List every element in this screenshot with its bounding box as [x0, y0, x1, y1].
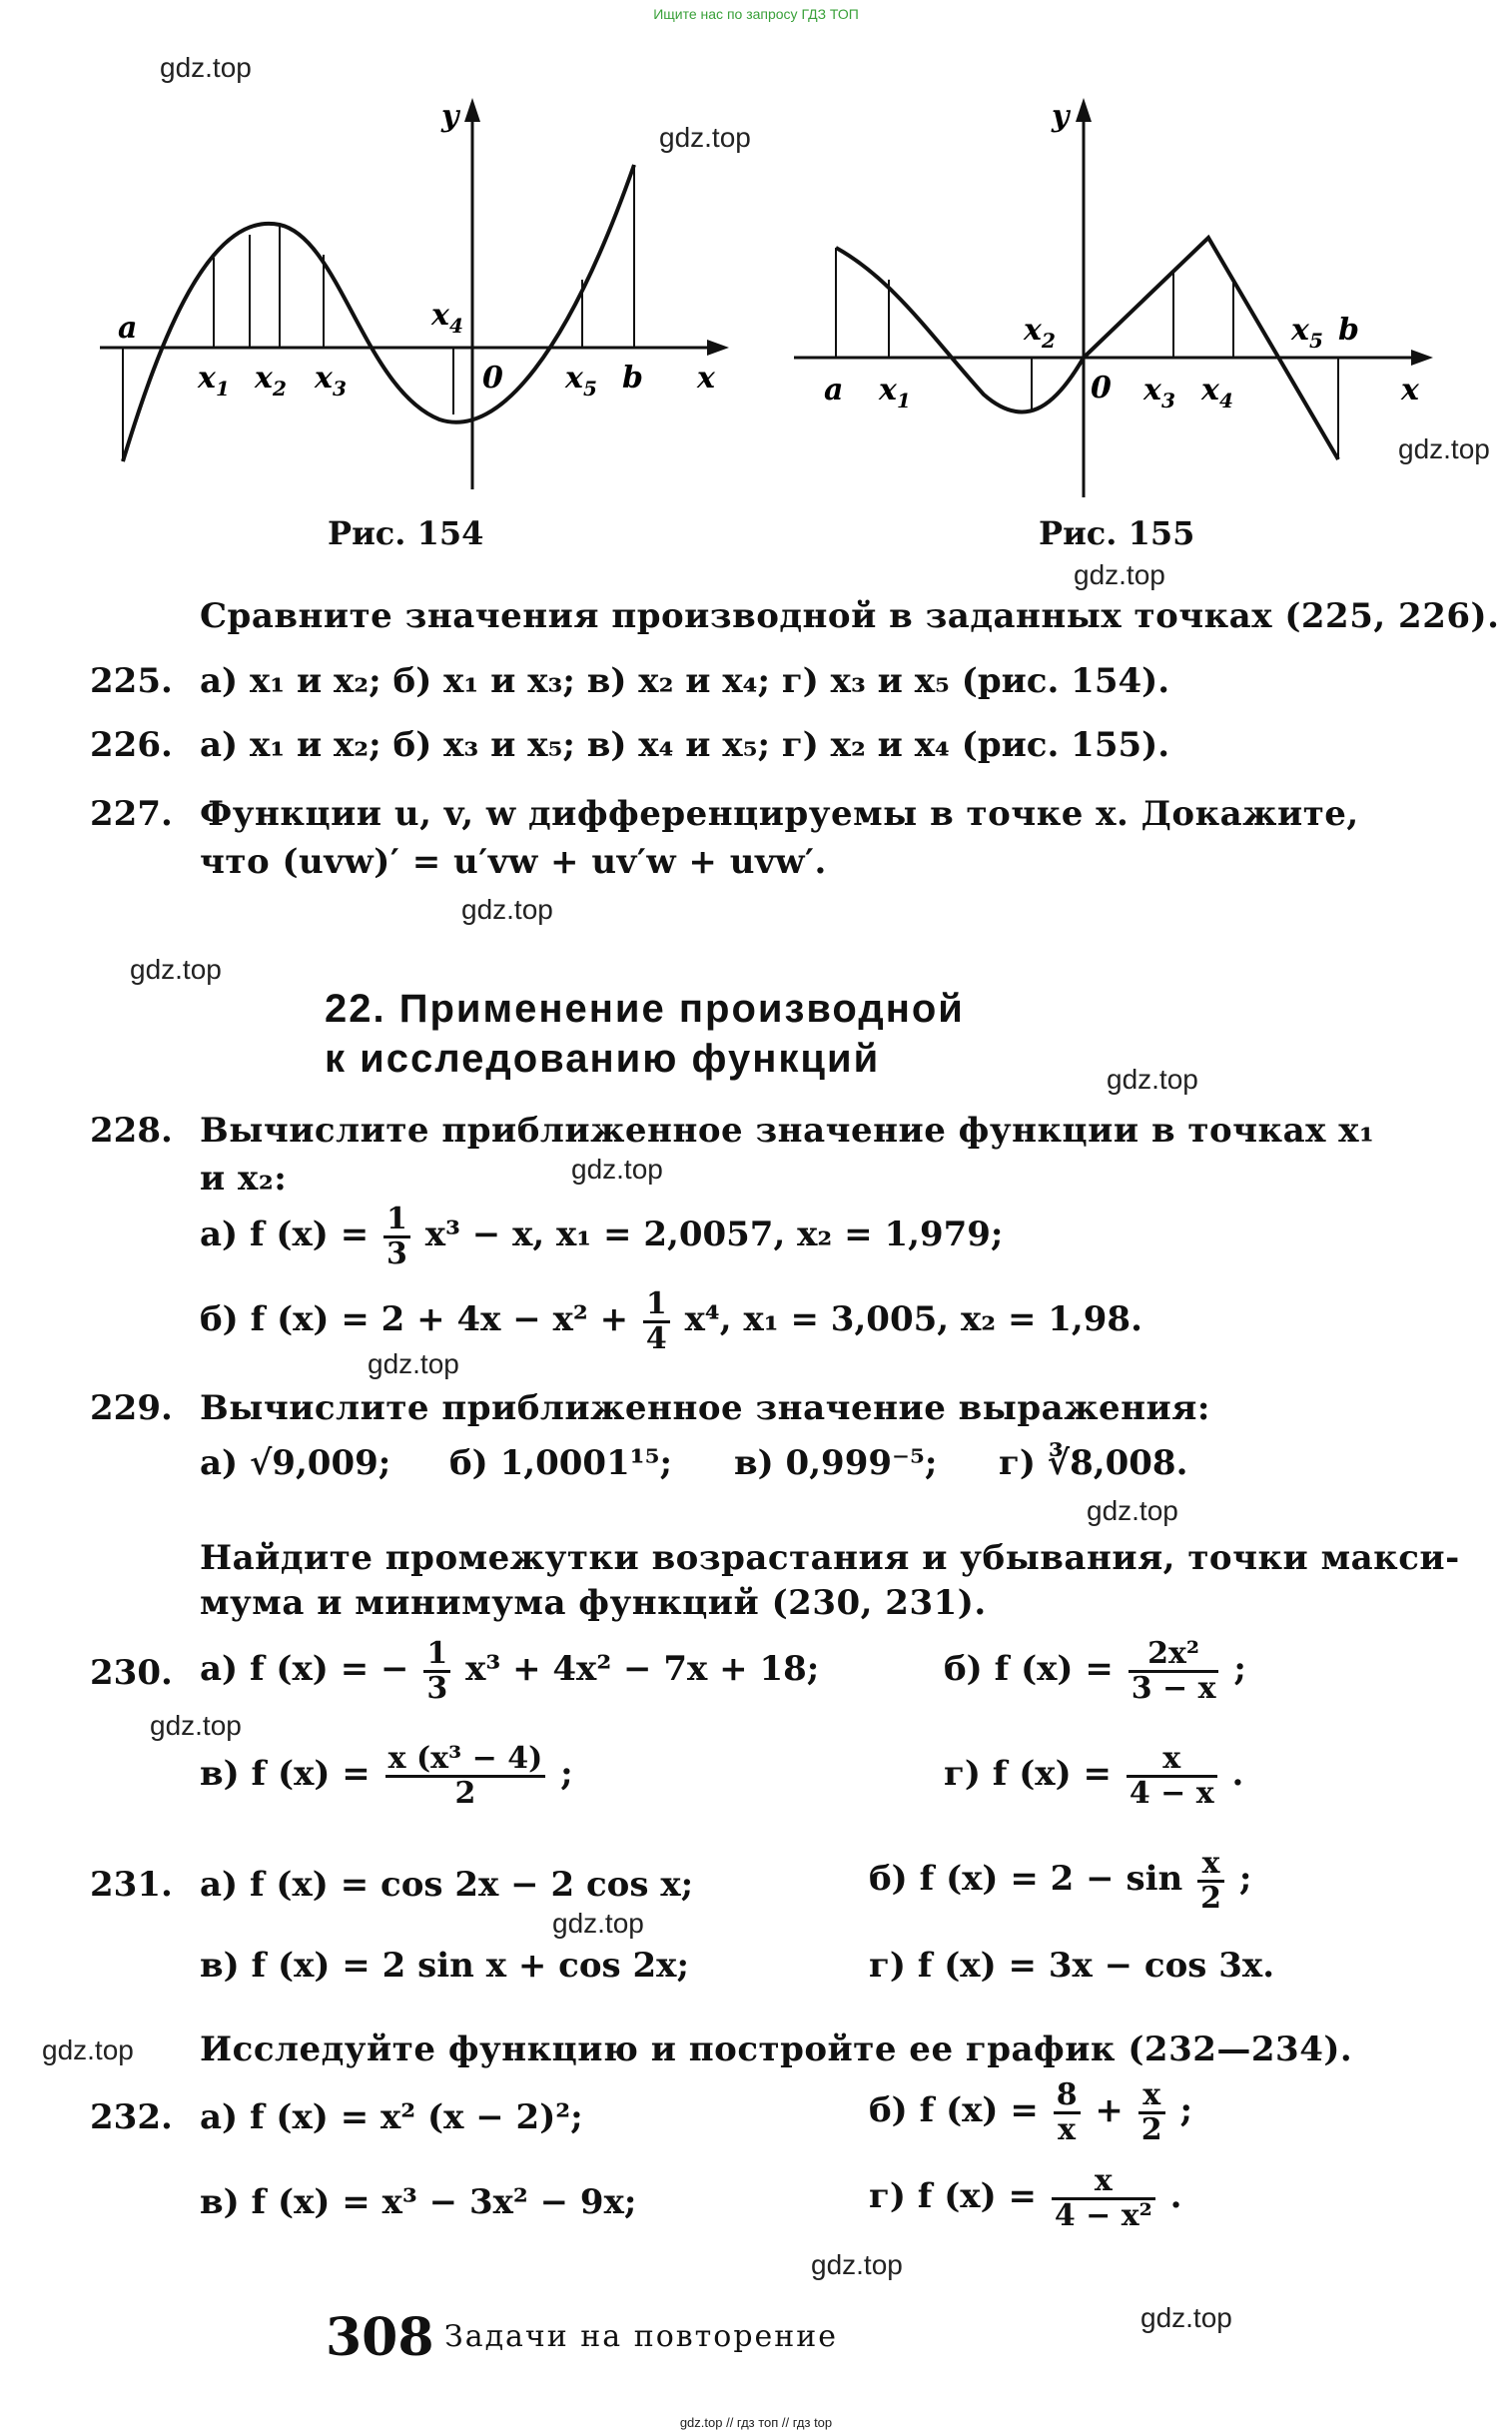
problem-231-d: г) f (x) = 3x − cos 3x.: [869, 1946, 1275, 1986]
problem-227-line2: что (uvw)′ = u′vw + uv′w + uvw′.: [200, 842, 827, 882]
problem-number-231: 231.: [90, 1865, 173, 1905]
problem-229-d: г) ∛8,008.: [999, 1443, 1188, 1483]
problem-227-line1: Функции u, v, w дифференцируемы в точке x. Докажите,: [200, 794, 1359, 834]
label-x4-sub: 4: [1219, 389, 1233, 412]
top-search-note: Ищите нас по запросу ГДЗ ТОП: [653, 6, 859, 22]
label-y-axis: y: [1052, 99, 1070, 134]
label-b: b: [1338, 313, 1359, 348]
watermark: gdz.top: [659, 122, 751, 153]
watermark: gdz.top: [571, 1154, 663, 1185]
watermark: gdz.top: [552, 1908, 644, 1939]
problem-231-a: а) f (x) = cos 2x − 2 cos x;: [200, 1865, 694, 1905]
problem-number-229: 229.: [90, 1388, 173, 1428]
problem-230-c: в) f (x) = $\frac{\text{x (x³ − 4)}}{2}$ ;: [200, 1741, 573, 1811]
instruction-230-231-line1: Найдите промежутки возрастания и убывания, точки макси-: [200, 1538, 1460, 1578]
label-x5: x: [1291, 313, 1309, 348]
problem-229-c: в) 0,999⁻⁵;: [734, 1443, 938, 1483]
problem-number-227: 227.: [90, 794, 173, 834]
instruction-225-226: Сравните значения производной в заданных точках (225, 226).: [200, 596, 1500, 636]
problem-228-b: б) f (x) = 2 + 4x − x² + $\frac{1}{4}$ x⁴, x₁ = 3,005, x₂ = 1,98.: [200, 1286, 1142, 1356]
figure-154-caption: Рис. 154: [328, 514, 484, 552]
problem-232-a: а) f (x) = x² (x − 2)²;: [200, 2097, 583, 2137]
problem-number-230: 230.: [90, 1653, 173, 1693]
watermark: gdz.top: [1107, 1064, 1198, 1095]
label-x3: x: [1143, 373, 1161, 407]
problem-229-line1: Вычислите приближенное значение выражения:: [200, 1388, 1210, 1428]
problem-232-b: б) f (x) = $\frac{8}{x}$ + $\frac{x}{2}$ ;: [869, 2077, 1193, 2147]
label-x1-sub: 1: [897, 389, 911, 412]
problem-229-a: а) √9,009;: [200, 1443, 391, 1483]
watermark: gdz.top: [1398, 433, 1490, 464]
watermark: gdz.top: [130, 954, 222, 985]
watermark: gdz.top: [1087, 1495, 1178, 1526]
label-x3-sub: 3: [1161, 389, 1175, 412]
problem-230-d: г) f (x) = $\frac{x}{4 - x}$ .: [944, 1741, 1244, 1811]
section-title-line1: 22. Применение производной: [325, 987, 965, 1031]
problem-230-b: б) f (x) = $\frac{\text{2x²}}{3 - x}$ ;: [944, 1636, 1246, 1706]
label-x4: x: [431, 298, 449, 333]
label-x-axis: x: [1401, 373, 1419, 407]
problem-228-line1: Вычислите приближенное значение функции в точках x₁: [200, 1111, 1375, 1151]
figure-155: [784, 90, 1443, 509]
label-x5-sub: 5: [583, 377, 597, 401]
label-x1-sub: 1: [216, 377, 230, 401]
label-x4-sub: 4: [449, 314, 463, 338]
running-title: Задачи на повторение: [444, 2319, 839, 2354]
problem-number-226: 226.: [90, 725, 173, 765]
label-x2-sub: 2: [273, 377, 287, 401]
instruction-230-231-line2: мума и минимума функций (230, 231).: [200, 1583, 987, 1623]
instruction-232-234: Исследуйте функцию и постройте ее график (232—234).: [200, 2030, 1353, 2069]
problem-number-225: 225.: [90, 661, 173, 701]
label-x5-sub: 5: [1309, 329, 1323, 353]
label-b: b: [622, 361, 643, 396]
label-x3: x: [315, 361, 333, 396]
label-x1: x: [879, 373, 897, 407]
page-number: 308: [326, 2307, 434, 2368]
problem-225-text: а) x₁ и x₂; б) x₁ и x₃; в) x₂ и x₄; г) x₃ и x₅ (рис. 154).: [200, 661, 1170, 701]
watermark: gdz.top: [1140, 2302, 1232, 2333]
label-x2: x: [255, 361, 273, 396]
bottom-links-note: gdz.top // гдз топ // гдз top: [679, 2415, 833, 2430]
watermark: gdz.top: [42, 2034, 134, 2065]
label-x5: x: [565, 361, 583, 396]
problem-226-text: а) x₁ и x₂; б) x₃ и x₅; в) x₄ и x₅; г) x₂ и x₄ (рис. 155).: [200, 725, 1170, 765]
label-origin: 0: [1091, 371, 1112, 406]
label-x-axis: x: [697, 361, 715, 396]
watermark: gdz.top: [160, 52, 252, 83]
label-origin: 0: [482, 361, 503, 396]
label-y-axis: y: [441, 99, 459, 134]
watermark: gdz.top: [811, 2249, 903, 2280]
label-x2-sub: 2: [1042, 329, 1056, 353]
label-x3-sub: 3: [333, 377, 347, 401]
problem-232-c: в) f (x) = x³ − 3x² − 9x;: [200, 2182, 637, 2222]
problem-228-a: а) f (x) = $\frac{1}{3}$ x³ − x, x₁ = 2,0057, x₂ = 1,979;: [200, 1202, 1004, 1271]
watermark: gdz.top: [150, 1710, 242, 1741]
problem-number-232: 232.: [90, 2097, 173, 2137]
watermark: gdz.top: [461, 894, 553, 925]
figure-155-caption: Рис. 155: [1039, 514, 1195, 552]
section-title-line2: к исследованию функций: [325, 1037, 881, 1081]
label-x1: x: [198, 361, 216, 396]
label-a: a: [824, 373, 844, 407]
problem-228-line2: и x₂:: [200, 1159, 288, 1199]
watermark: gdz.top: [368, 1348, 459, 1379]
watermark: gdz.top: [1074, 559, 1165, 590]
problem-231-c: в) f (x) = 2 sin x + cos 2x;: [200, 1946, 689, 1986]
problem-229-b: б) 1,0001¹⁵;: [449, 1443, 673, 1483]
label-a: a: [118, 311, 138, 346]
label-x4: x: [1201, 373, 1219, 407]
problem-231-b: б) f (x) = 2 − sin $\frac{x}{2}$ ;: [869, 1846, 1252, 1916]
problem-232-d: г) f (x) = $\frac{x}{\text{4 − x²}}$ .: [869, 2163, 1182, 2233]
figure-154: [90, 90, 739, 509]
label-x2: x: [1024, 313, 1042, 348]
problem-number-228: 228.: [90, 1111, 173, 1151]
problem-230-a: а) f (x) = − $\frac{1}{3}$ x³ + 4x² − 7x + 18;: [200, 1636, 820, 1706]
